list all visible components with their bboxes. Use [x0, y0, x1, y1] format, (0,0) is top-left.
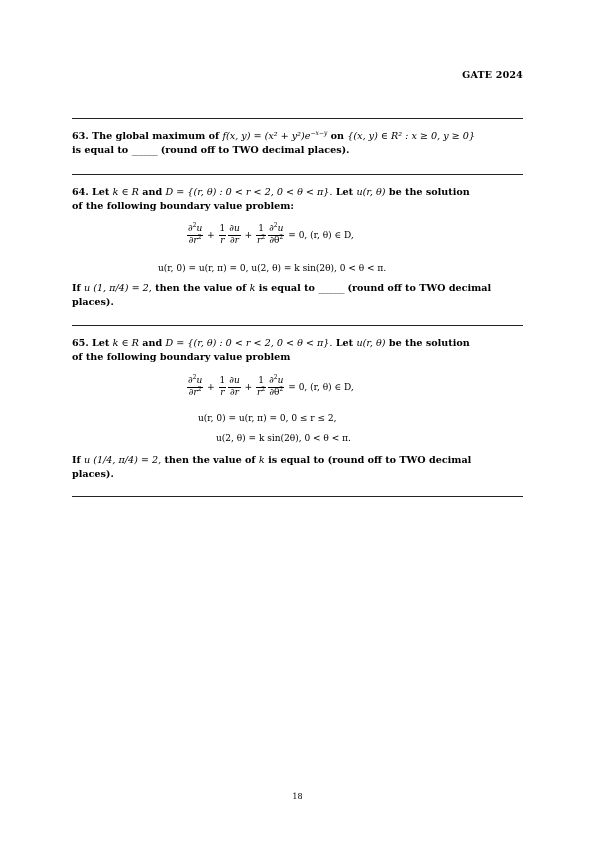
divider [72, 325, 523, 326]
question-text: is equal to (round off to TWO decimal [268, 455, 472, 466]
question-text: and [142, 187, 163, 198]
pde-equation: $\frac{\partial^2u}{\partial r^2}$ + $\frac{1}{r}$ $\frac{\partial u}{\partial r}$ + $\frac{1}{r^2}$ $\frac{\partial^2u}{\partial\theta^2}$ = 0, (r, θ) ∈ D, [188, 374, 354, 398]
math-inline: k ∈ R [112, 338, 139, 349]
divider [72, 174, 523, 175]
math-inline: k [249, 283, 256, 294]
math-inline: u(r, θ) [356, 187, 386, 198]
question-64 [72, 186, 523, 214]
math-inline: u (1/4, π/4) = 2, [83, 455, 162, 466]
question-text: is equal to [258, 283, 315, 294]
question-text: then the value of [164, 455, 256, 466]
page-number: 18 [292, 792, 303, 801]
question-text: (round off to TWO decimal places). [160, 145, 350, 156]
question-text: (round off to TWO decimal [347, 283, 492, 294]
divider [72, 496, 523, 497]
math-inline: D = {(r, θ) : 0 < r < 2, 0 < θ < π}. [165, 338, 333, 349]
question-text: If [72, 455, 81, 466]
question-text: places). [72, 297, 114, 308]
question-text: is equal to [72, 145, 129, 156]
math-inline: u(r, θ) [356, 338, 386, 349]
question-text: and [142, 338, 163, 349]
question-64-condition [72, 282, 523, 310]
question-text: The global maximum of [92, 131, 220, 142]
question-text: of the following boundary value problem: [72, 201, 294, 212]
answer-blank: ______ [318, 283, 345, 294]
math-inline: k ∈ R [112, 187, 139, 198]
divider [72, 118, 523, 119]
question-text: be the solution [388, 338, 470, 349]
question-63 [72, 130, 523, 158]
question-number: 63. [72, 131, 89, 142]
math-inline: D = {(r, θ) : 0 < r < 2, 0 < θ < π}. [165, 187, 333, 198]
question-text: of the following boundary value problem [72, 352, 291, 363]
question-text: Let [335, 338, 354, 349]
question-number: 65. [72, 338, 89, 349]
question-text: then the value of [155, 283, 247, 294]
answer-blank: ______ [131, 145, 158, 156]
math-function: f(x, $y) = (x^2 + y^2)e^{-x-y}$ [222, 129, 328, 142]
math-inline: k [258, 455, 265, 466]
question-65-condition [72, 454, 523, 482]
question-text: Let [92, 338, 110, 349]
question-text: on [330, 131, 344, 142]
math-inline: u (1, π/4) = 2, [83, 283, 152, 294]
question-text: Let [92, 187, 110, 198]
pde-equation: $\frac{\partial^2u}{\partial r^2}$ + $\frac{1}{r}$ $\frac{\partial u}{\partial r}$ + $\frac{1}{r^2}$ $\frac{\partial^2u}{\partial\theta^2}$ = 0, (r, θ) ∈ D, [188, 222, 354, 246]
question-65 [72, 337, 523, 365]
math-domain: {(x, y) ∈ R² : x ≥ 0, y ≥ 0} [347, 131, 475, 142]
page-header: GATE 2024 [462, 70, 523, 81]
question-text: If [72, 283, 81, 294]
question-text: be the solution [388, 187, 470, 198]
question-text: Let [335, 187, 354, 198]
boundary-condition-2: u(2, θ) = k sin(2θ), 0 < θ < π. [216, 434, 351, 444]
question-number: 64. [72, 187, 89, 198]
boundary-condition-1: u(r, 0) = u(r, π) = 0, 0 ≤ r ≤ 2, [198, 414, 337, 424]
boundary-conditions: u(r, 0) = u(r, π) = 0, u(2, θ) = k sin(2θ), 0 < θ < π. [158, 264, 387, 274]
question-text: places). [72, 469, 114, 480]
